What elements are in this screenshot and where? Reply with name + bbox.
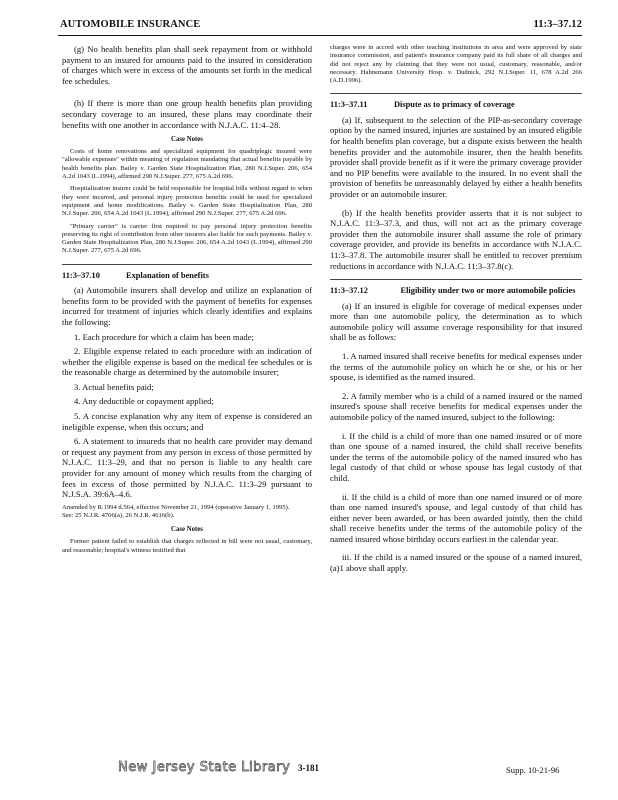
paragraph-h: (h) If there is more than one group health benefits plan providing secondary coverage to an insured, these plans may coordinate their benefits with one another in accordance with N.J.A.C. 11:4–28. xyxy=(62,98,312,130)
section-number: 11:3–37.12 xyxy=(330,286,368,296)
section-title: Explanation of benefits xyxy=(126,270,209,280)
case-notes-heading: Case Notes xyxy=(171,136,203,144)
left-column xyxy=(62,44,312,555)
case-note: Costs of home renovations and specialized equipment for quadriplegic insured were "allowable expenses" within meaning of regulation mandating that actual benefits payable by health benefits plan. Bailey v. Garden State Hospitalization Plan, 280 N.J.Super. 206, 654 A.2d 1043 (L.1994), affirmed 290 N.J.Super. 277, 675 A.2d 696. xyxy=(62,148,312,181)
divider xyxy=(330,279,582,280)
amendment-note: Amended by R.1994 d.564, effective November 21, 1994 (operative January 1, 1995). xyxy=(62,503,290,511)
case-note: Hospitalization insurer could be held responsible for hospital bills without regard to when they were incurred, and personal injury protection benefits could be used for specialized equipment and home modifications. Bailey v. Garden State Hospitalization Plan, 280 N.J.Super. 206, 654 A.2d 1043 (L.1994), affirmed 290 N.J.Super. 277, 675 A.2d 696. xyxy=(62,185,312,218)
sub-list-item: ii. If the child is a child of more than one named insured or of more than one named insured's spouse, and legal custody of that child has either never been awarded, or has been awarded jointly, then the child shall receive benefits under the terms of the automobile policy of the named insured whose birthday occurs earliest in the calendar year. xyxy=(330,491,582,544)
sub-list-item: i. If the child is a child of more than one named insured or of more than one spouse of a named insured, the child shall receive benefits under the terms of the automobile policy of the named insured who has legal custody of that child or whose spouse has legal custody of that child. xyxy=(330,430,582,483)
list-item: 2. Eligible expense related to each procedure with an indication of whether the eligible expense is based on the medical fee schedules or is the reasonable charge as determined by the automobile insurer; xyxy=(62,346,312,378)
list-item: 1. A named insured shall receive benefits for medical expenses under the terms of the automobile policy on which he or she, or his or her spouse, is identified as the named insured. xyxy=(330,350,582,383)
library-watermark: New Jersey State Library xyxy=(118,760,291,775)
section-37-10-paragraph-a: (a) Automobile insurers shall develop and utilize an explanation of benefits form to be provided with the payment of benefits for expenses incurred for treatment of injuries which clearly identifies and explains the following: xyxy=(62,285,312,327)
section-37-12-paragraph-a: (a) If an insured is eligible for coverage of medical expenses under more than one automobile policy, the determination as to which automobile policy will assume coverage responsibility for that insured shall be as follows: xyxy=(330,300,582,343)
sub-list-item: iii. If the child is a named insured or the spouse of a named insured, (a)1 above shall apply. xyxy=(330,552,582,574)
section-title: Dispute as to primacy of coverage xyxy=(394,100,515,110)
section-title: Eligibility under two or more automobile policies xyxy=(400,286,576,296)
case-note-continued: charges were in accord with other teaching institutions in area and were approved by state insurance commission, and patient's insurance company paid its full share of all charges and did not reject any by claiming that they were not usual, customary, reasonable, and/or necessary. Hahnemann University Hosp. v. Dudnick, 292 N.J.Super. 11, 678 A.2d 266 (A.D.1996). xyxy=(330,44,582,85)
case-note: Former patient failed to establish that charges reflected in bill were not usual, customary, and reasonable; hospital's witness testified that xyxy=(62,538,312,554)
section-heading-37-12 xyxy=(330,286,582,296)
running-header xyxy=(58,17,582,36)
header-title: AUTOMOBILE INSURANCE xyxy=(60,19,201,30)
section-number: 11:3–37.11 xyxy=(330,100,368,110)
list-item: 5. A concise explanation why any item of expense is considered an ineligible expense, when this occurs; and xyxy=(62,411,312,432)
case-notes-heading: Case Notes xyxy=(171,526,203,534)
section-heading-37-11 xyxy=(330,100,582,110)
list-item: 4. Any deductible or copayment applied; xyxy=(74,396,214,407)
right-column xyxy=(330,44,582,574)
divider xyxy=(330,93,582,94)
list-item: 6. A statement to insureds that no health care provider may demand or request any payment from any person in excess of those permitted by N.J.A.C. 11:3–29, and that no person is liable to any health care provider for any amount of money which results from the charging of fees in excess of those permitted by N.J.A.C. 11:3–29 pursuant to N.J.S.A. 39:6A–4.6. xyxy=(62,436,312,500)
divider xyxy=(62,264,312,265)
page-number: 3-181 xyxy=(298,763,319,773)
list-item: 2. A family member who is a child of a named insured or the named insured's spouse shall receive benefits for medical expenses under the automobile policy of the named insured, subject to the following: xyxy=(330,390,582,422)
section-37-11-paragraph-a: (a) If, subsequent to the selection of the PIP-as-secondary coverage option by the named insured, injuries are sustained by an insured eligible for health benefits plan coverage, but a dispute exists between the health benefits provider and the automobile insurer, then the health benefits provider shall provide benefit as if it were the primary coverage provider and no PIP benefits were available to the insured. In no event shall the provision of benefits be unreasonably delayed by either a health benefits provider or an automobile insurer. xyxy=(330,114,582,200)
case-note: "Primary carrier" is carrier first required to pay personal injury protection benefits preserving its right of contribution from other insurers also liable for such payments. Bailey v. Garden State Hospitalization Plan, 280 N.J.Super. 206, 654 A.2d 1043 (L.1994), affirmed 290 N.J.Super. 277, 675 A.2d 696. xyxy=(62,222,312,255)
paragraph-g: (g) No health benefits plan shall seek repayment from or withhold payment to an insured for amounts paid to the insured in consideration of charges which were in excess of the amounts set forth in the medical fee schedules. xyxy=(62,44,312,86)
section-number: 11:3–37.10 xyxy=(62,270,100,280)
section-37-11-paragraph-b: (b) If the health benefits provider asserts that it is not subject to N.J.A.C. 11:3–37.3, and thus, will not act as the primary coverage provider then the automobile insurer shall assume the role of primary coverage provider, and provide its benefits in accordance with N.J.A.C. 11:3–37.8. The automobile insurer shall be entitled to recover premium reductions in accordance with N.J.A.C. 11:3–37.8(c). xyxy=(330,207,582,271)
see-reference: See: 25 N.J.R. 4706(a), 26 N.J.R. 4616(b). xyxy=(62,512,175,520)
supplement-date: Supp. 10-21-96 xyxy=(506,765,560,775)
list-item: 3. Actual benefits paid; xyxy=(74,381,154,392)
section-heading-37-10 xyxy=(62,271,312,281)
header-section-number: 11:3–37.12 xyxy=(533,19,582,30)
list-item: 1. Each procedure for which a claim has been made; xyxy=(74,331,254,342)
